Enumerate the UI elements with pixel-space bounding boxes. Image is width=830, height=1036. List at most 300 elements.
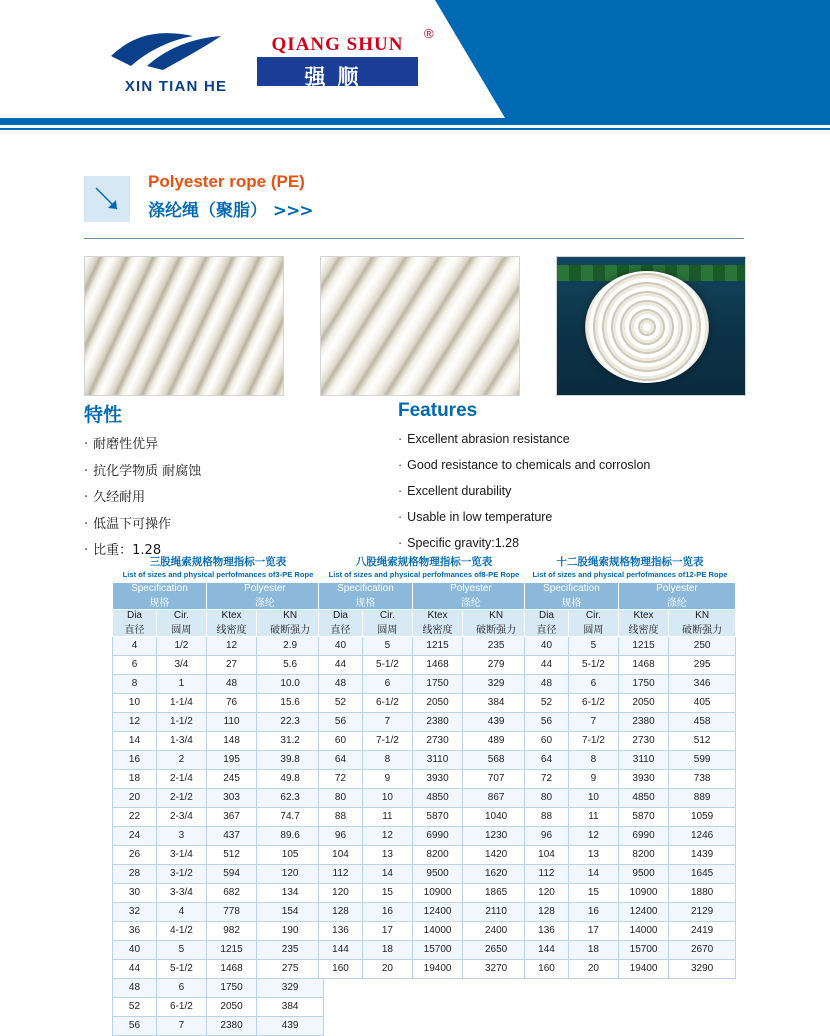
column-header-en: KN xyxy=(489,609,504,621)
table-cell: 384 xyxy=(463,693,530,712)
table-row xyxy=(319,807,530,826)
table-cell: 3-3/4 xyxy=(156,883,206,902)
spec-table xyxy=(524,582,736,979)
table-cell: 3270 xyxy=(463,959,530,978)
column-header-cn: 直径 xyxy=(124,624,145,636)
table-row xyxy=(525,883,736,902)
spec-table xyxy=(112,582,324,1036)
column-header-cn: 直径 xyxy=(536,624,557,636)
table-cell: 72 xyxy=(525,769,569,788)
table-cell: 6-1/2 xyxy=(568,693,618,712)
table-cell: 2050 xyxy=(206,997,256,1016)
column-header-en: Cir. xyxy=(173,609,189,621)
header-divider-thick xyxy=(0,118,830,125)
table-cell: 1230 xyxy=(463,826,530,845)
table-cell: 1880 xyxy=(669,883,736,902)
table-cell: 40 xyxy=(319,636,363,655)
table-row xyxy=(113,978,324,997)
table-cell: 136 xyxy=(319,921,363,940)
column-header-cn: 线密度 xyxy=(216,624,247,636)
page-title-cn-text: 涤纶绳（聚脂） xyxy=(148,201,267,221)
table-cell: 279 xyxy=(463,655,530,674)
table-cell: 104 xyxy=(525,845,569,864)
feature-item-en xyxy=(398,484,778,499)
table-cell: 1468 xyxy=(206,959,256,978)
table-row xyxy=(113,636,324,655)
features-english xyxy=(398,400,778,562)
bullet-icon: · xyxy=(84,490,89,506)
column-header xyxy=(463,609,530,636)
table-row xyxy=(113,693,324,712)
table-cell: 28 xyxy=(113,864,157,883)
feature-item-cn xyxy=(84,464,384,480)
bullet-icon: · xyxy=(398,432,403,446)
table-row xyxy=(113,826,324,845)
column-header xyxy=(525,609,569,636)
rope-spool-photo xyxy=(556,256,746,396)
table-cell: 5.6 xyxy=(257,655,324,674)
table-cell: 5 xyxy=(156,940,206,959)
column-header-cn: 破断强力 xyxy=(476,624,517,636)
table-cell: 11 xyxy=(362,807,412,826)
table-cell: 120 xyxy=(319,883,363,902)
table-row xyxy=(319,826,530,845)
table-cell: 16 xyxy=(113,750,157,769)
table-cell: 1059 xyxy=(669,807,736,826)
table-caption-cn: 三股绳索规格物理指标一览表 xyxy=(149,556,287,568)
table-cell: 62.3 xyxy=(257,788,324,807)
table-cell: 20 xyxy=(568,959,618,978)
feature-text: Excellent durability xyxy=(407,484,512,498)
bullet-icon: · xyxy=(398,484,403,498)
table-cell: 17 xyxy=(362,921,412,940)
table-cell: 8 xyxy=(113,674,157,693)
table-row xyxy=(319,712,530,731)
table-cell: 1-1/2 xyxy=(156,712,206,731)
table-cell: 6-1/2 xyxy=(156,997,206,1016)
table-cell: 1750 xyxy=(618,674,668,693)
bullet-icon: · xyxy=(84,437,89,452)
table-cell: 6990 xyxy=(618,826,668,845)
table-cell: 2 xyxy=(156,750,206,769)
table-cell: 134 xyxy=(257,883,324,902)
table-cell: 707 xyxy=(463,769,530,788)
table-cell: 22.3 xyxy=(257,712,324,731)
table-cell: 10 xyxy=(113,693,157,712)
table-cell: 2670 xyxy=(669,940,736,959)
table-cell: 1215 xyxy=(412,636,462,655)
table-row xyxy=(525,845,736,864)
table-row xyxy=(113,1016,324,1035)
features-chinese xyxy=(84,400,384,570)
table-row xyxy=(113,750,324,769)
section-title xyxy=(84,172,744,221)
column-header xyxy=(206,609,256,636)
group-header-cn: 涤纶 xyxy=(460,597,481,609)
group-header-cn: 涤纶 xyxy=(254,597,275,609)
table-row xyxy=(525,636,736,655)
table-cell: 2-3/4 xyxy=(156,807,206,826)
table-cell: 738 xyxy=(669,769,736,788)
table-cell: 2380 xyxy=(206,1016,256,1035)
table-cell: 18 xyxy=(568,940,618,959)
table-cell: 88 xyxy=(525,807,569,826)
table-caption-cn: 十二股绳索规格物理指标一览表 xyxy=(556,556,704,568)
table-cell: 1468 xyxy=(618,655,668,674)
table-row xyxy=(319,864,530,883)
group-header-cn: 涤纶 xyxy=(666,597,687,609)
table-row xyxy=(525,788,736,807)
table-cell: 128 xyxy=(525,902,569,921)
table-cell: 594 xyxy=(206,864,256,883)
column-header xyxy=(568,609,618,636)
column-header-cn: 破断强力 xyxy=(270,624,311,636)
table-cell: 128 xyxy=(319,902,363,921)
table-group-header xyxy=(113,582,207,609)
table-row xyxy=(319,788,530,807)
table-row xyxy=(525,750,736,769)
table-cell: 110 xyxy=(206,712,256,731)
table-cell: 8 xyxy=(362,750,412,769)
table-cell: 5-1/2 xyxy=(156,959,206,978)
bullet-icon: · xyxy=(84,543,89,559)
registered-trademark-icon: ® xyxy=(424,26,434,41)
table-cell: 2730 xyxy=(618,731,668,750)
table-cell: 52 xyxy=(113,997,157,1016)
table-cell: 48 xyxy=(113,978,157,997)
table-cell: 17 xyxy=(568,921,618,940)
table-cell: 489 xyxy=(463,731,530,750)
table-cell: 6990 xyxy=(412,826,462,845)
feature-text: Good resistance to chemicals and corroslon xyxy=(407,458,651,472)
feature-item-cn xyxy=(84,437,384,453)
table-row xyxy=(113,712,324,731)
table-cell: 1420 xyxy=(463,845,530,864)
table-cell: 64 xyxy=(319,750,363,769)
table-cell: 3 xyxy=(156,826,206,845)
table-group-header xyxy=(319,582,413,609)
table-cell: 56 xyxy=(113,1016,157,1035)
table-cell: 2730 xyxy=(412,731,462,750)
table-cell: 2050 xyxy=(412,693,462,712)
spec-table-12-strand xyxy=(524,556,736,979)
table-cell: 3290 xyxy=(669,959,736,978)
table-row xyxy=(525,731,736,750)
table-cell: 458 xyxy=(669,712,736,731)
three-strand-rope-photo xyxy=(84,256,284,396)
table-row xyxy=(113,921,324,940)
column-header-en: Dia xyxy=(538,609,554,621)
table-cell: 48 xyxy=(525,674,569,693)
table-group-header xyxy=(525,582,619,609)
group-header-en: Polyester xyxy=(450,582,492,594)
features-heading-en: Features xyxy=(398,400,478,421)
table-cell: 512 xyxy=(206,845,256,864)
table-row xyxy=(319,674,530,693)
table-cell: 329 xyxy=(257,978,324,997)
table-cell: 2050 xyxy=(618,693,668,712)
column-header-en: Dia xyxy=(332,609,348,621)
table-cell: 19400 xyxy=(412,959,462,978)
table-row xyxy=(525,712,736,731)
table-cell: 1215 xyxy=(618,636,668,655)
table-cell: 12 xyxy=(362,826,412,845)
table-cell: 6 xyxy=(113,655,157,674)
feature-text: Usable in low temperature xyxy=(407,510,553,524)
table-cell: 2-1/4 xyxy=(156,769,206,788)
swoosh-icon xyxy=(96,26,256,74)
table-row xyxy=(319,959,530,978)
column-header xyxy=(669,609,736,636)
column-header xyxy=(618,609,668,636)
table-cell: 44 xyxy=(113,959,157,978)
column-header-cn: 线密度 xyxy=(628,624,659,636)
table-cell: 2650 xyxy=(463,940,530,959)
table-cell: 10900 xyxy=(412,883,462,902)
group-header-en: Specification xyxy=(543,582,600,594)
table-cell: 105 xyxy=(257,845,324,864)
table-cell: 1750 xyxy=(412,674,462,693)
table-cell: 512 xyxy=(669,731,736,750)
table-cell: 148 xyxy=(206,731,256,750)
table-cell: 144 xyxy=(319,940,363,959)
table-cell: 15.6 xyxy=(257,693,324,712)
column-header xyxy=(362,609,412,636)
table-caption-en: List of sizes and physical perfofmances of3-PE Rope xyxy=(122,569,314,579)
spec-table xyxy=(318,582,530,979)
table-cell: 1215 xyxy=(206,940,256,959)
table-caption-cn: 八股绳索规格物理指标一览表 xyxy=(355,556,493,568)
table-cell: 15 xyxy=(362,883,412,902)
column-header-en: Dia xyxy=(126,609,142,621)
table-cell: 3930 xyxy=(412,769,462,788)
table-cell: 112 xyxy=(525,864,569,883)
table-body xyxy=(113,636,324,1035)
table-cell: 2110 xyxy=(463,902,530,921)
features-heading-cn: 特性 xyxy=(84,404,123,426)
table-cell: 2-1/2 xyxy=(156,788,206,807)
feature-item-en xyxy=(398,432,778,447)
table-cell: 5 xyxy=(568,636,618,655)
table-cell: 10900 xyxy=(618,883,668,902)
group-header-en: Polyester xyxy=(244,582,286,594)
table-cell: 10.0 xyxy=(257,674,324,693)
product-photo-gallery xyxy=(84,256,746,396)
table-cell: 5 xyxy=(362,636,412,655)
table-cell: 13 xyxy=(568,845,618,864)
table-cell: 1-1/4 xyxy=(156,693,206,712)
table-cell: 3-1/4 xyxy=(156,845,206,864)
table-cell: 72 xyxy=(319,769,363,788)
column-header-en: Cir. xyxy=(379,609,395,621)
table-row xyxy=(319,921,530,940)
table-cell: 39.8 xyxy=(257,750,324,769)
table-row xyxy=(319,750,530,769)
table-cell: 8200 xyxy=(412,845,462,864)
table-cell: 8 xyxy=(568,750,618,769)
title-divider xyxy=(84,238,744,239)
table-cell: 60 xyxy=(525,731,569,750)
group-header-en: Polyester xyxy=(656,582,698,594)
table-cell: 160 xyxy=(525,959,569,978)
table-row xyxy=(113,769,324,788)
table-cell: 1 xyxy=(156,674,206,693)
table-row xyxy=(525,674,736,693)
table-cell: 867 xyxy=(463,788,530,807)
column-header xyxy=(113,609,157,636)
feature-text: 久经耐用 xyxy=(93,490,146,506)
table-cell: 1865 xyxy=(463,883,530,902)
table-row xyxy=(113,864,324,883)
table-cell: 10 xyxy=(362,788,412,807)
table-cell: 44 xyxy=(319,655,363,674)
table-cell: 154 xyxy=(257,902,324,921)
table-cell: 27 xyxy=(206,655,256,674)
chevrons-icon: >>> xyxy=(272,201,313,221)
table-row xyxy=(113,997,324,1016)
table-caption-en: List of sizes and physical perfofmances of8-PE Rope xyxy=(328,569,520,579)
table-cell: 48 xyxy=(319,674,363,693)
table-row xyxy=(319,769,530,788)
table-cell: 1246 xyxy=(669,826,736,845)
table-cell: 682 xyxy=(206,883,256,902)
table-cell: 14000 xyxy=(412,921,462,940)
table-cell: 5-1/2 xyxy=(568,655,618,674)
table-cell: 60 xyxy=(319,731,363,750)
table-cell: 44 xyxy=(525,655,569,674)
table-cell: 295 xyxy=(669,655,736,674)
table-cell: 7 xyxy=(568,712,618,731)
table-row xyxy=(525,864,736,883)
table-cell: 3930 xyxy=(618,769,668,788)
table-cell: 982 xyxy=(206,921,256,940)
table-cell: 4 xyxy=(113,636,157,655)
column-header-cn: 圆周 xyxy=(171,624,192,636)
column-header-en: Ktex xyxy=(221,609,242,621)
table-cell: 190 xyxy=(257,921,324,940)
table-row xyxy=(319,902,530,921)
table-cell: 76 xyxy=(206,693,256,712)
table-group-header xyxy=(206,582,323,609)
bullet-icon: · xyxy=(84,516,89,532)
table-row xyxy=(319,940,530,959)
table-cell: 568 xyxy=(463,750,530,769)
table-row xyxy=(319,845,530,864)
table-row xyxy=(319,731,530,750)
table-group-header xyxy=(618,582,735,609)
table-row xyxy=(525,693,736,712)
table-row xyxy=(113,940,324,959)
column-header-cn: 破断强力 xyxy=(682,624,723,636)
column-header-cn: 线密度 xyxy=(422,624,453,636)
table-cell: 112 xyxy=(319,864,363,883)
table-cell: 14 xyxy=(362,864,412,883)
table-cell: 439 xyxy=(257,1016,324,1035)
table-cell: 778 xyxy=(206,902,256,921)
table-cell: 250 xyxy=(669,636,736,655)
table-group-header xyxy=(412,582,529,609)
column-header-en: KN xyxy=(283,609,298,621)
column-header-cn: 圆周 xyxy=(377,624,398,636)
table-cell: 120 xyxy=(257,864,324,883)
table-cell: 1645 xyxy=(669,864,736,883)
header-divider-thin xyxy=(0,128,830,130)
feature-item-cn xyxy=(84,517,384,533)
bullet-icon: · xyxy=(84,463,89,479)
table-cell: 2129 xyxy=(669,902,736,921)
table-row xyxy=(113,883,324,902)
table-cell: 30 xyxy=(113,883,157,902)
feature-item-cn xyxy=(84,490,384,506)
table-cell: 104 xyxy=(319,845,363,864)
company-name-en: XIN TIAN HE xyxy=(124,78,228,95)
column-header xyxy=(257,609,324,636)
table-cell: 14 xyxy=(113,731,157,750)
table-cell: 96 xyxy=(319,826,363,845)
table-row xyxy=(113,807,324,826)
table-cell: 36 xyxy=(113,921,157,940)
table-row xyxy=(525,655,736,674)
table-cell: 48 xyxy=(206,674,256,693)
table-cell: 1439 xyxy=(669,845,736,864)
spec-table-8-strand xyxy=(318,556,530,979)
table-cell: 9500 xyxy=(412,864,462,883)
table-cell: 384 xyxy=(257,997,324,1016)
feature-item-en xyxy=(398,536,778,551)
eight-strand-rope-photo xyxy=(320,256,520,396)
table-cell: 9 xyxy=(568,769,618,788)
table-cell: 1-3/4 xyxy=(156,731,206,750)
table-cell: 3110 xyxy=(618,750,668,769)
bullet-icon: · xyxy=(398,458,403,472)
table-cell: 5870 xyxy=(618,807,668,826)
table-cell: 136 xyxy=(525,921,569,940)
table-cell: 120 xyxy=(525,883,569,902)
group-header-cn: 规格 xyxy=(561,597,582,609)
table-cell: 12 xyxy=(113,712,157,731)
table-cell: 2400 xyxy=(463,921,530,940)
column-header-en: Ktex xyxy=(427,609,448,621)
column-header-cn: 圆周 xyxy=(583,624,604,636)
group-header-cn: 规格 xyxy=(149,597,170,609)
table-cell: 56 xyxy=(319,712,363,731)
table-cell: 49.8 xyxy=(257,769,324,788)
table-cell: 599 xyxy=(669,750,736,769)
table-cell: 8200 xyxy=(618,845,668,864)
table-row xyxy=(525,921,736,940)
table-cell: 56 xyxy=(525,712,569,731)
feature-text: Specific gravity:1.28 xyxy=(407,536,520,550)
column-header xyxy=(319,609,363,636)
page-header xyxy=(0,0,830,118)
table-cell: 160 xyxy=(319,959,363,978)
table-cell: 88 xyxy=(319,807,363,826)
table-cell: 40 xyxy=(525,636,569,655)
table-row xyxy=(113,902,324,921)
table-cell: 74.7 xyxy=(257,807,324,826)
table-cell: 12400 xyxy=(618,902,668,921)
table-cell: 7 xyxy=(362,712,412,731)
table-cell: 245 xyxy=(206,769,256,788)
feature-text: 抗化学物质 耐腐蚀 xyxy=(93,463,202,479)
table-cell: 275 xyxy=(257,959,324,978)
brand-mark xyxy=(255,30,420,88)
table-cell: 195 xyxy=(206,750,256,769)
table-cell: 5870 xyxy=(412,807,462,826)
table-cell: 10 xyxy=(568,788,618,807)
table-cell: 9500 xyxy=(618,864,668,883)
table-cell: 22 xyxy=(113,807,157,826)
